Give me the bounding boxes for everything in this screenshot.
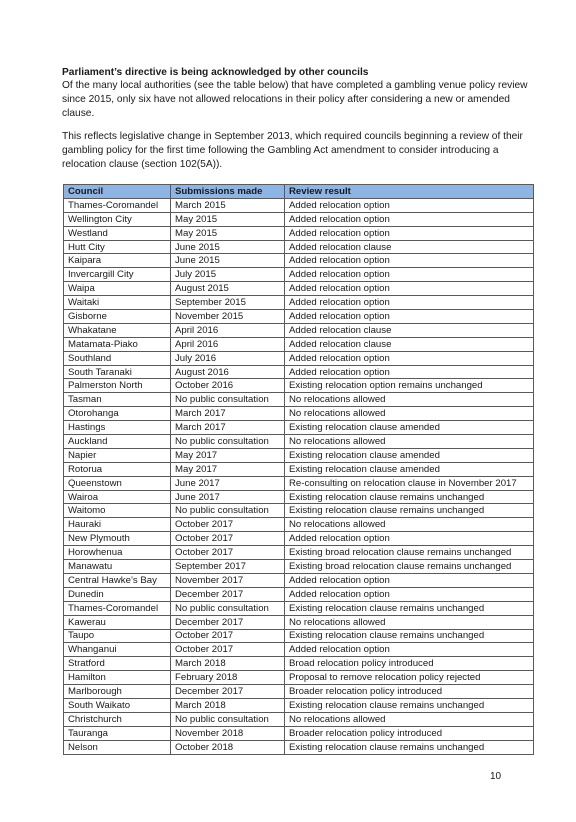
council-review-table <box>63 184 534 755</box>
table-cell-council: Stratford <box>64 657 171 671</box>
table-cell-result: Existing relocation clause remains unchanged <box>285 629 534 643</box>
table-cell-result: Broader relocation policy introduced <box>285 726 534 740</box>
table-cell-submissions: April 2016 <box>171 337 285 351</box>
table-cell-result: Added relocation option <box>285 532 534 546</box>
table-row <box>64 226 534 240</box>
table-row <box>64 448 534 462</box>
table-cell-council: Manawatu <box>64 560 171 574</box>
table-cell-council: Tasman <box>64 393 171 407</box>
table-header-row <box>64 185 534 199</box>
table-cell-submissions: June 2015 <box>171 254 285 268</box>
table-cell-council: Gisborne <box>64 310 171 324</box>
table-cell-result: Added relocation option <box>285 365 534 379</box>
table-cell-submissions: October 2016 <box>171 379 285 393</box>
table-row <box>64 198 534 212</box>
table-cell-result: Proposal to remove relocation policy rejected <box>285 671 534 685</box>
table-cell-result: Added relocation option <box>285 573 534 587</box>
table-row <box>64 615 534 629</box>
table-cell-result: Added relocation clause <box>285 240 534 254</box>
table-cell-submissions: August 2016 <box>171 365 285 379</box>
table-cell-result: Added relocation option <box>285 212 534 226</box>
table-cell-council: Thames-Coromandel <box>64 198 171 212</box>
table-row <box>64 629 534 643</box>
table-cell-council: Whakatane <box>64 323 171 337</box>
table-cell-submissions: December 2017 <box>171 587 285 601</box>
column-header-council: Council <box>64 185 171 199</box>
table-cell-submissions: December 2017 <box>171 685 285 699</box>
table-cell-result: Existing relocation clause amended <box>285 462 534 476</box>
table-cell-submissions: July 2016 <box>171 351 285 365</box>
table-row <box>64 504 534 518</box>
table-row <box>64 365 534 379</box>
table-cell-submissions: March 2018 <box>171 657 285 671</box>
table-cell-council: Marlborough <box>64 685 171 699</box>
table-cell-submissions: August 2015 <box>171 282 285 296</box>
table-cell-result: Added relocation option <box>285 351 534 365</box>
table-cell-result: No relocations allowed <box>285 712 534 726</box>
table-cell-result: Added relocation option <box>285 310 534 324</box>
table-row <box>64 560 534 574</box>
table-cell-submissions: November 2018 <box>171 726 285 740</box>
table-cell-submissions: December 2017 <box>171 615 285 629</box>
table-row <box>64 476 534 490</box>
table-row <box>64 532 534 546</box>
table-cell-submissions: October 2017 <box>171 643 285 657</box>
legislation-paragraph: This reflects legislative change in September 2013, which required councils beginning a review of their gambling policy for the first time following the Gambling Act amendment to consider introducing a relocation clause (section 102(5A)). <box>62 131 523 170</box>
table-cell-council: Waitomo <box>64 504 171 518</box>
column-header-submissions: Submissions made <box>171 185 285 199</box>
table-row <box>64 282 534 296</box>
table-row <box>64 240 534 254</box>
table-row <box>64 643 534 657</box>
table-cell-submissions: July 2015 <box>171 268 285 282</box>
table-cell-result: Added relocation option <box>285 282 534 296</box>
table-cell-submissions: March 2017 <box>171 421 285 435</box>
table-cell-submissions: May 2017 <box>171 462 285 476</box>
table-cell-result: Existing broad relocation clause remains unchanged <box>285 546 534 560</box>
table-cell-council: Thames-Coromandel <box>64 601 171 615</box>
intro-paragraph: Of the many local authorities (see the table below) that have completed a gambling venue policy review since 2015, only six have not allowed relocations in their policy after considering a new or amended clause. <box>62 80 528 119</box>
table-row <box>64 379 534 393</box>
table-cell-council: New Plymouth <box>64 532 171 546</box>
table-cell-submissions: October 2018 <box>171 740 285 754</box>
table-cell-council: Christchurch <box>64 712 171 726</box>
table-cell-submissions: June 2015 <box>171 240 285 254</box>
table-cell-result: Existing relocation clause remains unchanged <box>285 504 534 518</box>
table-row <box>64 268 534 282</box>
table-cell-council: Otorohanga <box>64 407 171 421</box>
table-cell-council: Hutt City <box>64 240 171 254</box>
table-row <box>64 351 534 365</box>
table-row <box>64 462 534 476</box>
table-cell-council: Whanganui <box>64 643 171 657</box>
table-row <box>64 726 534 740</box>
table-cell-result: No relocations allowed <box>285 615 534 629</box>
table-cell-council: Hastings <box>64 421 171 435</box>
table-row <box>64 712 534 726</box>
table-cell-result: Added relocation option <box>285 587 534 601</box>
table-row <box>64 671 534 685</box>
table-cell-council: Auckland <box>64 435 171 449</box>
table-cell-council: Waitaki <box>64 296 171 310</box>
table-cell-result: Broader relocation policy introduced <box>285 685 534 699</box>
table-cell-result: Existing relocation clause amended <box>285 448 534 462</box>
table-row <box>64 435 534 449</box>
table-row <box>64 518 534 532</box>
table-cell-submissions: May 2015 <box>171 212 285 226</box>
table-row <box>64 310 534 324</box>
table-cell-result: Existing relocation clause remains unchanged <box>285 601 534 615</box>
table-cell-submissions: May 2017 <box>171 448 285 462</box>
table-cell-council: Wairoa <box>64 490 171 504</box>
table-row <box>64 573 534 587</box>
table-cell-council: Tauranga <box>64 726 171 740</box>
table-cell-council: Southland <box>64 351 171 365</box>
table-cell-result: Added relocation option <box>285 268 534 282</box>
column-header-result: Review result <box>285 185 534 199</box>
table-cell-submissions: May 2015 <box>171 226 285 240</box>
table-cell-result: Added relocation clause <box>285 323 534 337</box>
table-cell-council: Palmerston North <box>64 379 171 393</box>
table-cell-result: No relocations allowed <box>285 518 534 532</box>
table-cell-result: No relocations allowed <box>285 407 534 421</box>
table-cell-result: Existing relocation clause amended <box>285 421 534 435</box>
table-cell-council: Wellington City <box>64 212 171 226</box>
table-cell-submissions: No public consultation <box>171 601 285 615</box>
table-cell-council: South Waikato <box>64 698 171 712</box>
table-cell-result: Existing relocation clause remains unchanged <box>285 490 534 504</box>
table-row <box>64 296 534 310</box>
table-cell-result: Existing broad relocation clause remains unchanged <box>285 560 534 574</box>
table-cell-submissions: February 2018 <box>171 671 285 685</box>
table-cell-submissions: April 2016 <box>171 323 285 337</box>
table-cell-council: Hauraki <box>64 518 171 532</box>
table-cell-result: Added relocation clause <box>285 337 534 351</box>
table-cell-result: Added relocation option <box>285 198 534 212</box>
table-cell-result: Added relocation option <box>285 254 534 268</box>
table-cell-council: Kawerau <box>64 615 171 629</box>
table-cell-submissions: September 2015 <box>171 296 285 310</box>
table-cell-result: Added relocation option <box>285 643 534 657</box>
table-cell-submissions: October 2017 <box>171 629 285 643</box>
table-cell-council: Rotorua <box>64 462 171 476</box>
table-cell-council: South Taranaki <box>64 365 171 379</box>
table-cell-result: No relocations allowed <box>285 393 534 407</box>
table-cell-submissions: No public consultation <box>171 393 285 407</box>
table-row <box>64 393 534 407</box>
table-cell-council: Nelson <box>64 740 171 754</box>
table-cell-submissions: October 2017 <box>171 546 285 560</box>
table-cell-submissions: November 2015 <box>171 310 285 324</box>
table-row <box>64 546 534 560</box>
table-row <box>64 490 534 504</box>
table-cell-council: Hamilton <box>64 671 171 685</box>
table-cell-submissions: No public consultation <box>171 712 285 726</box>
table-row <box>64 337 534 351</box>
table-cell-council: Central Hawke’s Bay <box>64 573 171 587</box>
table-cell-submissions: March 2017 <box>171 407 285 421</box>
table-cell-result: Existing relocation clause remains unchanged <box>285 740 534 754</box>
table-cell-council: Kaipara <box>64 254 171 268</box>
table-cell-submissions: No public consultation <box>171 504 285 518</box>
table-row <box>64 587 534 601</box>
table-row <box>64 323 534 337</box>
table-cell-council: Invercargill City <box>64 268 171 282</box>
table-row <box>64 601 534 615</box>
table-cell-result: Added relocation option <box>285 226 534 240</box>
section-heading: Parliament’s directive is being acknowledged by other councils <box>62 67 369 78</box>
table-cell-council: Matamata-Piako <box>64 337 171 351</box>
table-cell-council: Napier <box>64 448 171 462</box>
table-cell-result: Added relocation option <box>285 296 534 310</box>
table-cell-submissions: March 2018 <box>171 698 285 712</box>
table-cell-submissions: November 2017 <box>171 573 285 587</box>
table-cell-submissions: October 2017 <box>171 532 285 546</box>
table-row <box>64 421 534 435</box>
table-cell-council: Dunedin <box>64 587 171 601</box>
table-cell-submissions: October 2017 <box>171 518 285 532</box>
table-cell-submissions: September 2017 <box>171 560 285 574</box>
table-cell-result: Existing relocation clause remains unchanged <box>285 698 534 712</box>
table-row <box>64 698 534 712</box>
table-row <box>64 212 534 226</box>
table-row <box>64 685 534 699</box>
table-body <box>64 198 534 754</box>
table-cell-result: Existing relocation option remains unchanged <box>285 379 534 393</box>
table-row <box>64 657 534 671</box>
table-row <box>64 407 534 421</box>
table-cell-council: Horowhenua <box>64 546 171 560</box>
table-cell-submissions: No public consultation <box>171 435 285 449</box>
page-number: 10 <box>490 771 502 782</box>
table-cell-result: Re-consulting on relocation clause in November 2017 <box>285 476 534 490</box>
table-cell-council: Waipa <box>64 282 171 296</box>
table-cell-submissions: June 2017 <box>171 476 285 490</box>
table-row <box>64 254 534 268</box>
table-row <box>64 740 534 754</box>
table-cell-council: Queenstown <box>64 476 171 490</box>
table-cell-result: No relocations allowed <box>285 435 534 449</box>
table-cell-submissions: June 2017 <box>171 490 285 504</box>
table-cell-result: Broad relocation policy introduced <box>285 657 534 671</box>
table-cell-submissions: March 2015 <box>171 198 285 212</box>
table-cell-council: Taupo <box>64 629 171 643</box>
table-cell-council: Westland <box>64 226 171 240</box>
